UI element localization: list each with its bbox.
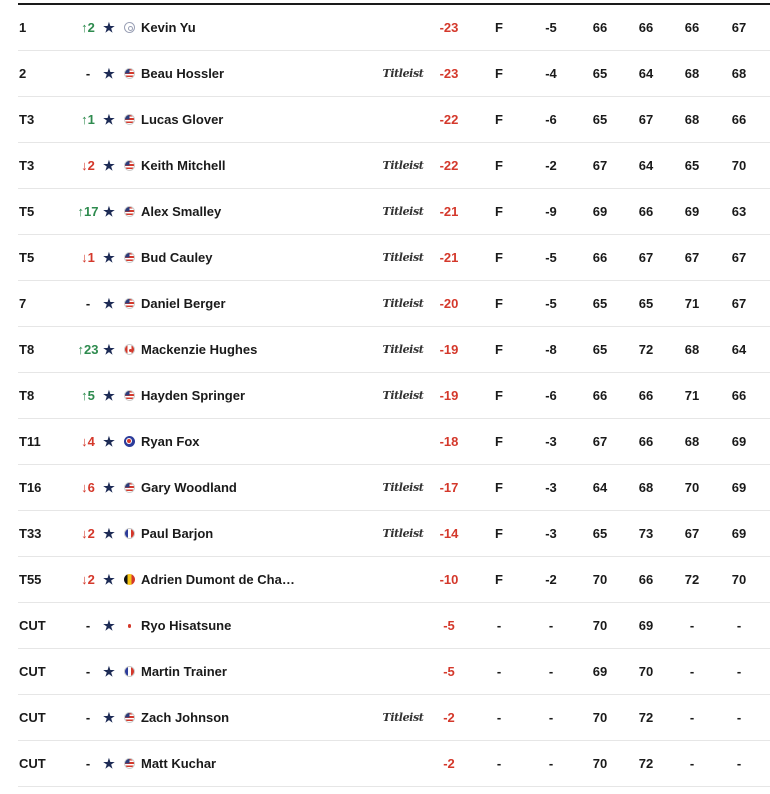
- round-4-score: 66: [731, 388, 747, 403]
- round-1-score: 69: [592, 204, 608, 219]
- position: 2: [19, 66, 27, 81]
- country-flag-icon: [122, 327, 136, 372]
- country-flag-icon: [122, 741, 136, 786]
- round-4-score: -: [736, 710, 742, 725]
- favorite-star-icon[interactable]: ★: [103, 66, 115, 81]
- table-row[interactable]: [18, 189, 770, 235]
- round-1-score: 64: [592, 480, 608, 495]
- round-1-score: 65: [592, 66, 608, 81]
- total-score: -14: [439, 526, 459, 541]
- player-name[interactable]: Keith Mitchell: [141, 158, 226, 173]
- round-3-score: 68: [684, 112, 700, 127]
- round-3-score: 67: [684, 250, 700, 265]
- thru: F: [495, 204, 503, 219]
- thru: F: [495, 250, 503, 265]
- round-1-score: 66: [592, 20, 608, 35]
- round-3-score: 72: [684, 572, 700, 587]
- round-today: -2: [545, 158, 557, 173]
- position: T11: [19, 434, 41, 449]
- thru: F: [495, 434, 503, 449]
- position: 1: [19, 20, 27, 35]
- round-4-score: 68: [731, 66, 747, 81]
- table-row[interactable]: [18, 143, 770, 189]
- position: T8: [19, 388, 35, 403]
- position: T3: [19, 112, 35, 127]
- round-4-score: 69: [731, 526, 747, 541]
- round-today: -6: [545, 112, 557, 127]
- player-name[interactable]: Ryan Fox: [141, 434, 200, 449]
- round-3-score: -: [689, 756, 695, 771]
- round-2-score: 66: [638, 388, 654, 403]
- table-row[interactable]: [18, 281, 770, 327]
- movement-indicator: -: [85, 664, 91, 679]
- country-flag-icon: [122, 695, 136, 740]
- round-today: -5: [545, 20, 557, 35]
- total-score: -21: [439, 204, 459, 219]
- round-2-score: 73: [638, 526, 654, 541]
- table-row[interactable]: [18, 5, 770, 51]
- table-row[interactable]: [18, 235, 770, 281]
- movement-indicator: ↓2: [81, 572, 95, 587]
- round-3-score: -: [689, 664, 695, 679]
- round-3-score: 68: [684, 66, 700, 81]
- total-score: -19: [439, 388, 459, 403]
- player-name[interactable]: Beau Hossler: [141, 66, 225, 81]
- movement-indicator: ↓1: [81, 250, 95, 265]
- thru: F: [495, 526, 503, 541]
- table-row[interactable]: [18, 51, 770, 97]
- round-1-score: 66: [592, 250, 608, 265]
- position: CUT: [19, 664, 46, 679]
- round-1-score: 65: [592, 112, 608, 127]
- round-1-score: 65: [592, 526, 608, 541]
- movement-indicator: ↑23: [77, 342, 99, 357]
- round-4-score: 67: [731, 20, 747, 35]
- player-name[interactable]: Zach Johnson: [141, 710, 230, 725]
- total-score: -22: [439, 112, 459, 127]
- round-3-score: 68: [684, 434, 700, 449]
- round-1-score: 65: [592, 342, 608, 357]
- favorite-star-icon[interactable]: ★: [103, 526, 115, 541]
- player-name[interactable]: Lucas Glover: [141, 112, 224, 127]
- total-score: -2: [443, 710, 455, 725]
- round-today: -2: [545, 572, 557, 587]
- movement-indicator: ↓6: [81, 480, 95, 495]
- titleist-logo-icon: Titleist: [382, 297, 424, 310]
- movement-indicator: ↑5: [81, 388, 95, 403]
- round-2-score: 72: [638, 710, 654, 725]
- player-name[interactable]: Matt Kuchar: [141, 756, 217, 771]
- round-today: -3: [545, 434, 557, 449]
- total-score: -5: [443, 618, 455, 633]
- round-today: -: [548, 710, 554, 725]
- movement-indicator: ↓4: [81, 434, 95, 449]
- country-flag-icon: [122, 51, 136, 96]
- thru: -: [496, 618, 502, 633]
- titleist-logo-icon: Titleist: [382, 205, 424, 218]
- favorite-star-icon[interactable]: ★: [103, 710, 115, 725]
- favorite-star-icon[interactable]: ★: [103, 158, 115, 173]
- round-2-score: 64: [638, 158, 654, 173]
- country-flag-icon: [122, 97, 136, 142]
- favorite-star-icon[interactable]: ★: [103, 480, 115, 495]
- player-name[interactable]: Paul Barjon: [141, 526, 214, 541]
- movement-indicator: ↑1: [81, 112, 95, 127]
- position: 7: [19, 296, 27, 311]
- round-3-score: 65: [684, 158, 700, 173]
- country-flag-icon: [122, 511, 136, 556]
- player-name[interactable]: Daniel Berger: [141, 296, 226, 311]
- country-flag-icon: [122, 281, 136, 326]
- position: T8: [19, 342, 35, 357]
- country-flag-icon: [122, 189, 136, 234]
- table-row[interactable]: [18, 511, 770, 557]
- total-score: -19: [439, 342, 459, 357]
- table-row[interactable]: [18, 649, 770, 695]
- round-1-score: 70: [592, 756, 608, 771]
- round-today: -5: [545, 296, 557, 311]
- round-1-score: 65: [592, 296, 608, 311]
- table-row[interactable]: [18, 465, 770, 511]
- position: T5: [19, 204, 35, 219]
- thru: -: [496, 756, 502, 771]
- titleist-logo-icon: Titleist: [382, 251, 424, 264]
- round-4-score: 69: [731, 480, 747, 495]
- total-score: -2: [443, 756, 455, 771]
- thru: F: [495, 342, 503, 357]
- favorite-star-icon[interactable]: ★: [103, 434, 115, 449]
- player-name[interactable]: Hayden Springer: [141, 388, 246, 403]
- leaderboard-table: [0, 5, 770, 787]
- round-4-score: -: [736, 618, 742, 633]
- thru: F: [495, 158, 503, 173]
- table-row[interactable]: [18, 327, 770, 373]
- titleist-logo-icon: Titleist: [382, 527, 424, 540]
- round-1-score: 70: [592, 710, 608, 725]
- round-2-score: 65: [638, 296, 654, 311]
- favorite-star-icon[interactable]: ★: [103, 388, 115, 403]
- round-today: -3: [545, 480, 557, 495]
- country-flag-icon: [122, 557, 136, 602]
- favorite-star-icon[interactable]: ★: [103, 342, 115, 357]
- player-name[interactable]: Martin Trainer: [141, 664, 227, 679]
- table-row[interactable]: [18, 741, 770, 787]
- total-score: -5: [443, 664, 455, 679]
- table-row[interactable]: [18, 603, 770, 649]
- round-3-score: 71: [684, 296, 700, 311]
- total-score: -10: [439, 572, 459, 587]
- thru: -: [496, 664, 502, 679]
- round-4-score: 70: [731, 572, 747, 587]
- favorite-star-icon[interactable]: ★: [103, 112, 115, 127]
- favorite-star-icon[interactable]: ★: [103, 296, 115, 311]
- titleist-logo-icon: Titleist: [382, 389, 424, 402]
- round-2-score: 67: [638, 112, 654, 127]
- round-3-score: 68: [684, 342, 700, 357]
- favorite-star-icon[interactable]: ★: [103, 756, 115, 771]
- round-3-score: 67: [684, 526, 700, 541]
- round-2-score: 68: [638, 480, 654, 495]
- titleist-logo-icon: Titleist: [382, 343, 424, 356]
- round-today: -: [548, 756, 554, 771]
- total-score: -17: [439, 480, 459, 495]
- position: T3: [19, 158, 35, 173]
- round-today: -: [548, 618, 554, 633]
- player-name[interactable]: Adrien Dumont de Cha…: [141, 572, 295, 587]
- thru: F: [495, 388, 503, 403]
- favorite-star-icon[interactable]: ★: [103, 664, 115, 679]
- thru: F: [495, 20, 503, 35]
- favorite-star-icon[interactable]: ★: [103, 618, 115, 633]
- position: CUT: [19, 618, 46, 633]
- round-today: -3: [545, 526, 557, 541]
- round-4-score: -: [736, 756, 742, 771]
- movement-indicator: -: [85, 710, 91, 725]
- round-1-score: 70: [592, 572, 608, 587]
- round-2-score: 66: [638, 572, 654, 587]
- round-4-score: 67: [731, 250, 747, 265]
- titleist-logo-icon: Titleist: [382, 159, 424, 172]
- round-4-score: 63: [731, 204, 747, 219]
- round-today: -: [548, 664, 554, 679]
- thru: F: [495, 572, 503, 587]
- round-3-score: -: [689, 710, 695, 725]
- round-1-score: 67: [592, 434, 608, 449]
- country-flag-icon: [122, 235, 136, 280]
- total-score: -18: [439, 434, 459, 449]
- player-name[interactable]: Alex Smalley: [141, 204, 222, 219]
- movement-indicator: ↓2: [81, 526, 95, 541]
- round-2-score: 70: [638, 664, 654, 679]
- round-1-score: 66: [592, 388, 608, 403]
- round-today: -8: [545, 342, 557, 357]
- movement-indicator: ↑2: [81, 20, 95, 35]
- titleist-logo-icon: Titleist: [382, 481, 424, 494]
- country-flag-icon: [122, 419, 136, 464]
- position: CUT: [19, 710, 46, 725]
- round-today: -9: [545, 204, 557, 219]
- round-4-score: 70: [731, 158, 747, 173]
- position: T55: [19, 572, 42, 587]
- country-flag-icon: [122, 649, 136, 694]
- round-1-score: 69: [592, 664, 608, 679]
- position: T33: [19, 526, 42, 541]
- round-3-score: 70: [684, 480, 700, 495]
- player-name[interactable]: Kevin Yu: [141, 20, 196, 35]
- movement-indicator: ↓2: [81, 158, 95, 173]
- country-flag-icon: [122, 5, 136, 50]
- thru: F: [495, 296, 503, 311]
- position: CUT: [19, 756, 46, 771]
- round-2-score: 66: [638, 20, 654, 35]
- country-flag-icon: [122, 603, 136, 648]
- movement-indicator: -: [85, 66, 91, 81]
- favorite-star-icon[interactable]: ★: [103, 572, 115, 587]
- movement-indicator: -: [85, 296, 91, 311]
- round-today: -6: [545, 388, 557, 403]
- round-3-score: 69: [684, 204, 700, 219]
- table-row[interactable]: [18, 373, 770, 419]
- titleist-logo-icon: Titleist: [382, 67, 424, 80]
- position: T5: [19, 250, 35, 265]
- favorite-star-icon[interactable]: ★: [103, 250, 115, 265]
- favorite-star-icon[interactable]: ★: [103, 20, 115, 35]
- total-score: -20: [439, 296, 459, 311]
- table-row[interactable]: [18, 695, 770, 741]
- total-score: -23: [439, 66, 459, 81]
- player-name[interactable]: Ryo Hisatsune: [141, 618, 232, 633]
- country-flag-icon: [122, 373, 136, 418]
- position: T16: [19, 480, 42, 495]
- player-name[interactable]: Gary Woodland: [141, 480, 237, 495]
- country-flag-icon: [122, 465, 136, 510]
- titleist-logo-icon: Titleist: [382, 711, 424, 724]
- movement-indicator: -: [85, 756, 91, 771]
- round-2-score: 67: [638, 250, 654, 265]
- round-2-score: 72: [638, 756, 654, 771]
- movement-indicator: -: [85, 618, 91, 633]
- player-name[interactable]: Bud Cauley: [141, 250, 213, 265]
- country-flag-icon: [122, 143, 136, 188]
- round-today: -4: [545, 66, 557, 81]
- thru: F: [495, 66, 503, 81]
- total-score: -22: [439, 158, 459, 173]
- round-1-score: 67: [592, 158, 608, 173]
- thru: F: [495, 480, 503, 495]
- round-4-score: 64: [731, 342, 747, 357]
- round-3-score: -: [689, 618, 695, 633]
- favorite-star-icon[interactable]: ★: [103, 204, 115, 219]
- player-name[interactable]: Mackenzie Hughes: [141, 342, 258, 357]
- round-2-score: 66: [638, 204, 654, 219]
- round-2-score: 66: [638, 434, 654, 449]
- movement-indicator: ↑17: [77, 204, 99, 219]
- round-3-score: 66: [684, 20, 700, 35]
- thru: -: [496, 710, 502, 725]
- round-2-score: 69: [638, 618, 654, 633]
- round-4-score: 67: [731, 296, 747, 311]
- total-score: -21: [439, 250, 459, 265]
- round-3-score: 71: [684, 388, 700, 403]
- round-1-score: 70: [592, 618, 608, 633]
- round-4-score: 66: [731, 112, 747, 127]
- table-row[interactable]: [18, 557, 770, 603]
- round-2-score: 72: [638, 342, 654, 357]
- total-score: -23: [439, 20, 459, 35]
- round-4-score: -: [736, 664, 742, 679]
- thru: F: [495, 112, 503, 127]
- table-row[interactable]: [18, 419, 770, 465]
- round-4-score: 69: [731, 434, 747, 449]
- round-2-score: 64: [638, 66, 654, 81]
- table-row[interactable]: [18, 97, 770, 143]
- round-today: -5: [545, 250, 557, 265]
